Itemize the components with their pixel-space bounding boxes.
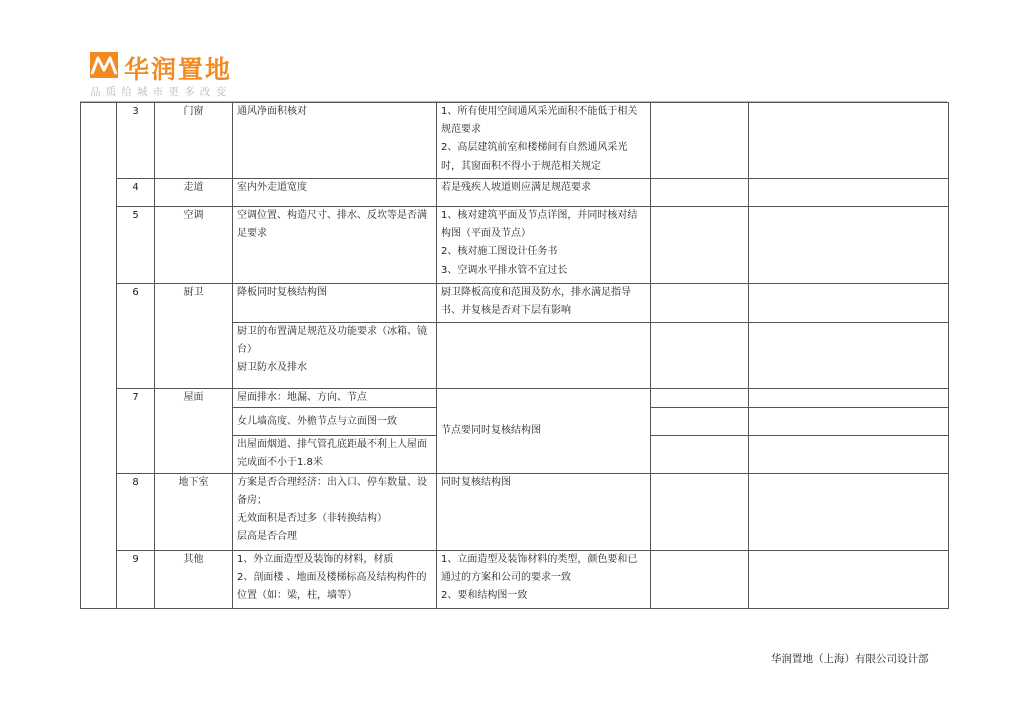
blank-cell	[749, 284, 949, 323]
check-note	[437, 323, 651, 389]
blank-cell	[651, 408, 749, 436]
check-note: 1、立面造型及装饰材料的类型，颜色要和已通过的方案和公司的要求一致 2、要和结构图一致	[437, 550, 651, 608]
blank-cell	[749, 550, 949, 608]
blank-cell	[749, 179, 949, 207]
table-row	[81, 473, 949, 550]
blank-cell	[749, 103, 949, 179]
blank-cell	[749, 473, 949, 550]
review-table	[80, 102, 949, 609]
row-item-name: 门窗	[155, 103, 233, 179]
blank-cell	[651, 436, 749, 473]
blank-cell	[651, 179, 749, 207]
row-number: 3	[117, 103, 155, 179]
blank-cell	[749, 436, 949, 473]
check-note: 节点要同时复核结构图	[437, 389, 651, 474]
row-item-name: 空调	[155, 207, 233, 284]
row-item-name: 厨卫	[155, 284, 233, 389]
blank-cell	[651, 389, 749, 408]
table-row	[81, 389, 949, 408]
blank-cell	[651, 323, 749, 389]
check-content: 出屋面烟道、排气管孔底距最不利上人屋面完成面不小于1.8米	[233, 436, 437, 473]
row-number: 6	[117, 284, 155, 389]
check-note: 若是残疾人坡道则应满足规范要求	[437, 179, 651, 207]
footer-company: 华润置地（上海）有限公司设计部	[771, 653, 929, 665]
check-content: 屋面排水：地漏、方向、节点	[233, 389, 437, 408]
blank-cell	[749, 389, 949, 408]
check-content: 女儿墙高度、外檐节点与立面图一致	[233, 408, 437, 436]
blank-cell	[651, 550, 749, 608]
check-content: 降板同时复核结构图	[233, 284, 437, 323]
logo-mark-icon	[90, 52, 118, 78]
row-number: 9	[117, 550, 155, 608]
check-content: 1、外立面造型及装饰的材料，材质 2、剖面楼 、地面及楼梯标高及结构构件的位置（如：梁，柱，墙等）	[233, 550, 437, 608]
check-content: 空调位置、构造尺寸、排水、反坎等是否满足要求	[233, 207, 437, 284]
table-row	[81, 284, 949, 323]
check-content: 厨卫的布置满足规范及功能要求（冰箱、镜台） 厨卫防水及排水	[233, 323, 437, 389]
check-note: 1、核对建筑平面及节点详图，并同时核对结构图（平面及节点） 2、核对施工图设计任务书 3、空调水平排水管不宜过长	[437, 207, 651, 284]
logo-name: 华润置地	[124, 55, 233, 84]
check-note: 同时复核结构图	[437, 473, 651, 550]
blank-cell	[651, 473, 749, 550]
row-number: 8	[117, 473, 155, 550]
blank-cell	[749, 207, 949, 284]
blank-cell	[651, 207, 749, 284]
table-row	[81, 550, 949, 608]
check-content: 室内外走道宽度	[233, 179, 437, 207]
row-number: 7	[117, 389, 155, 474]
row-item-name: 地下室	[155, 473, 233, 550]
table-row	[81, 207, 949, 284]
logo-slogan: 品质给城市更多改变	[90, 86, 232, 98]
blank-cell	[651, 103, 749, 179]
blank-cell	[651, 284, 749, 323]
row-item-name: 走道	[155, 179, 233, 207]
check-content: 通风净面积核对	[233, 103, 437, 179]
check-note: 厨卫降板高度和范围及防水，排水满足指导书、并复核是否对下层有影响	[437, 284, 651, 323]
table-row	[81, 103, 949, 179]
table-row	[81, 179, 949, 207]
check-content: 方案是否合理经济：出入口、停车数量、设备房； 无效面积是否过多（非转换结构） 层高是否合理	[233, 473, 437, 550]
blank-cell	[749, 408, 949, 436]
merged-category-cell	[81, 103, 117, 609]
row-number: 4	[117, 179, 155, 207]
row-item-name: 屋面	[155, 389, 233, 474]
blank-cell	[749, 323, 949, 389]
row-item-name: 其他	[155, 550, 233, 608]
row-number: 5	[117, 207, 155, 284]
check-note: 1、所有使用空间通风采光面积不能低于相关规范要求 2、高层建筑前室和楼梯间有自然通风采光时，其窗面积不得小于规范相关规定	[437, 103, 651, 179]
